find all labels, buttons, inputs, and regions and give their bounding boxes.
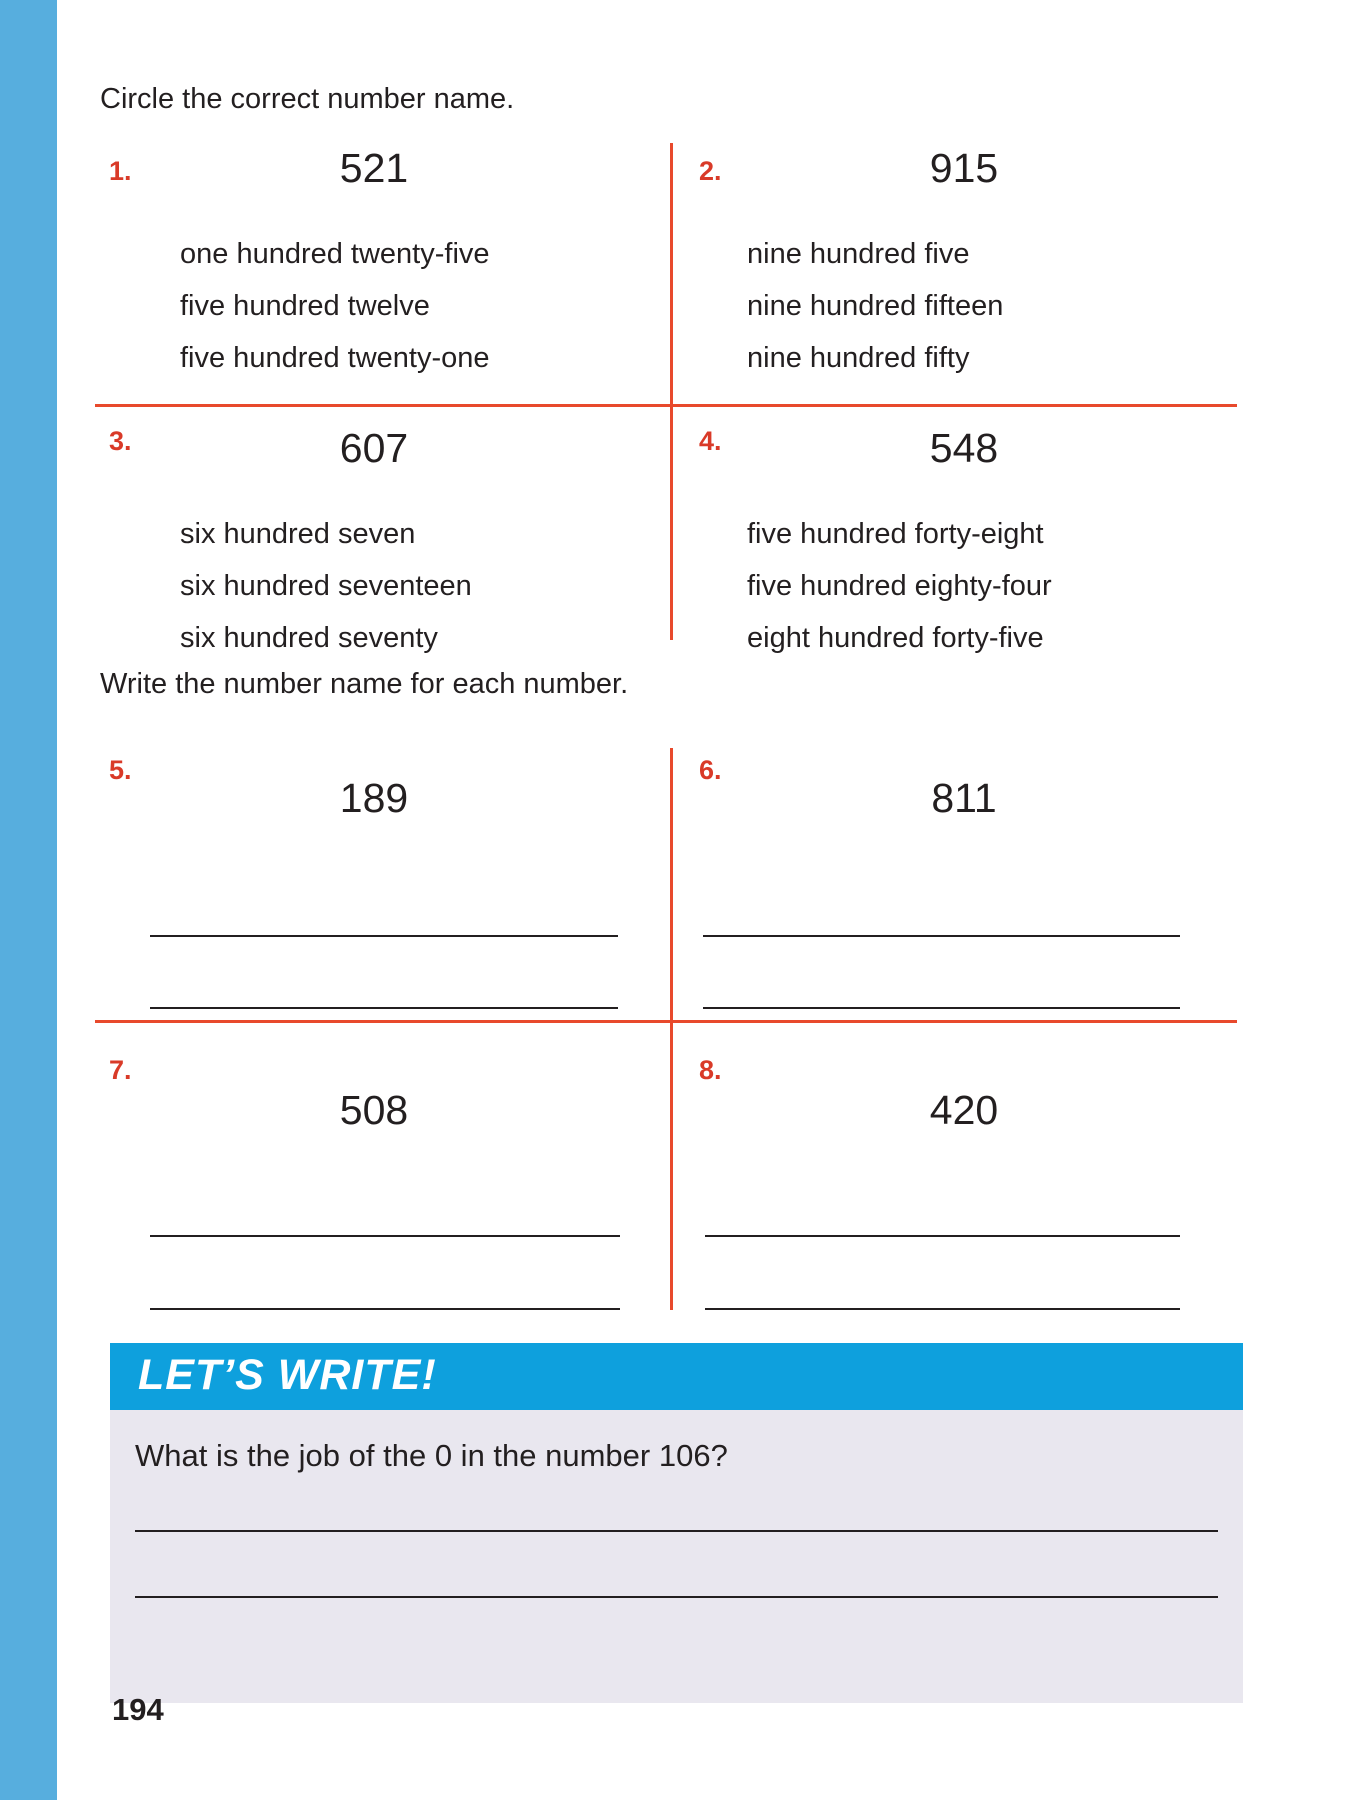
lets-write-banner-title: LET’S WRITE! xyxy=(138,1351,437,1399)
answer-line[interactable] xyxy=(150,935,618,937)
write-instruction: Write the number name for each number. xyxy=(100,668,629,700)
answer-option[interactable]: nine hundred fifteen xyxy=(747,290,1004,322)
problem-2-options xyxy=(747,228,1243,384)
answer-line[interactable] xyxy=(705,1235,1180,1237)
answer-option[interactable]: eight hundred forty-five xyxy=(747,622,1044,654)
problem-5 xyxy=(95,745,653,822)
page-number: 194 xyxy=(112,1692,164,1727)
problem-6-number: 811 xyxy=(931,775,997,821)
answer-line[interactable] xyxy=(705,1308,1180,1310)
divider-horizontal xyxy=(95,1020,1237,1023)
problem-8-label: 8. xyxy=(699,1055,722,1085)
answer-line[interactable] xyxy=(703,1007,1180,1009)
answer-option[interactable]: one hundred twenty-five xyxy=(180,238,490,270)
problem-7-number: 508 xyxy=(339,1087,409,1133)
problem-8 xyxy=(685,1045,1243,1134)
lets-write-banner xyxy=(110,1343,1243,1410)
answer-line[interactable] xyxy=(703,935,1180,937)
problem-1 xyxy=(95,138,653,384)
problem-6 xyxy=(685,745,1243,822)
answer-option[interactable]: five hundred eighty-four xyxy=(747,570,1052,602)
answer-option[interactable]: six hundred seven xyxy=(180,518,416,550)
problem-2-label: 2. xyxy=(699,156,722,186)
answer-line[interactable] xyxy=(150,1007,618,1009)
sidebar-accent-bar xyxy=(0,0,57,1800)
problem-7-label: 7. xyxy=(109,1055,132,1085)
problem-3-label: 3. xyxy=(109,426,132,456)
problem-4-options xyxy=(747,508,1243,664)
divider-vertical xyxy=(670,143,673,640)
problem-4 xyxy=(685,418,1243,664)
answer-line[interactable] xyxy=(135,1530,1218,1532)
problem-4-number: 548 xyxy=(929,425,999,471)
answer-line[interactable] xyxy=(135,1596,1218,1598)
answer-option[interactable]: five hundred twelve xyxy=(180,290,430,322)
problem-5-label: 5. xyxy=(109,755,132,785)
answer-option[interactable]: nine hundred fifty xyxy=(747,342,970,374)
problem-2 xyxy=(685,138,1243,384)
problem-1-number: 521 xyxy=(339,145,409,191)
lets-write-question: What is the job of the 0 in the number 106? xyxy=(135,1438,728,1473)
problem-5-number: 189 xyxy=(339,775,409,821)
answer-option[interactable]: five hundred forty-eight xyxy=(747,518,1044,550)
answer-option[interactable]: six hundred seventeen xyxy=(180,570,472,602)
answer-option[interactable]: six hundred seventy xyxy=(180,622,438,654)
problem-7 xyxy=(95,1045,653,1134)
problem-4-label: 4. xyxy=(699,426,722,456)
divider-horizontal xyxy=(95,404,1237,407)
problem-3 xyxy=(95,418,653,664)
problem-1-options xyxy=(180,228,653,384)
problem-8-number: 420 xyxy=(929,1087,999,1133)
problem-1-label: 1. xyxy=(109,156,132,186)
circle-instruction: Circle the correct number name. xyxy=(100,83,515,115)
answer-option[interactable]: five hundred twenty-one xyxy=(180,342,490,374)
divider-vertical xyxy=(670,748,673,1310)
answer-line[interactable] xyxy=(150,1308,620,1310)
answer-line[interactable] xyxy=(150,1235,620,1237)
problem-3-options xyxy=(180,508,653,664)
problem-6-label: 6. xyxy=(699,755,722,785)
problem-3-number: 607 xyxy=(339,425,409,471)
problem-2-number: 915 xyxy=(929,145,999,191)
answer-option[interactable]: nine hundred five xyxy=(747,238,970,270)
